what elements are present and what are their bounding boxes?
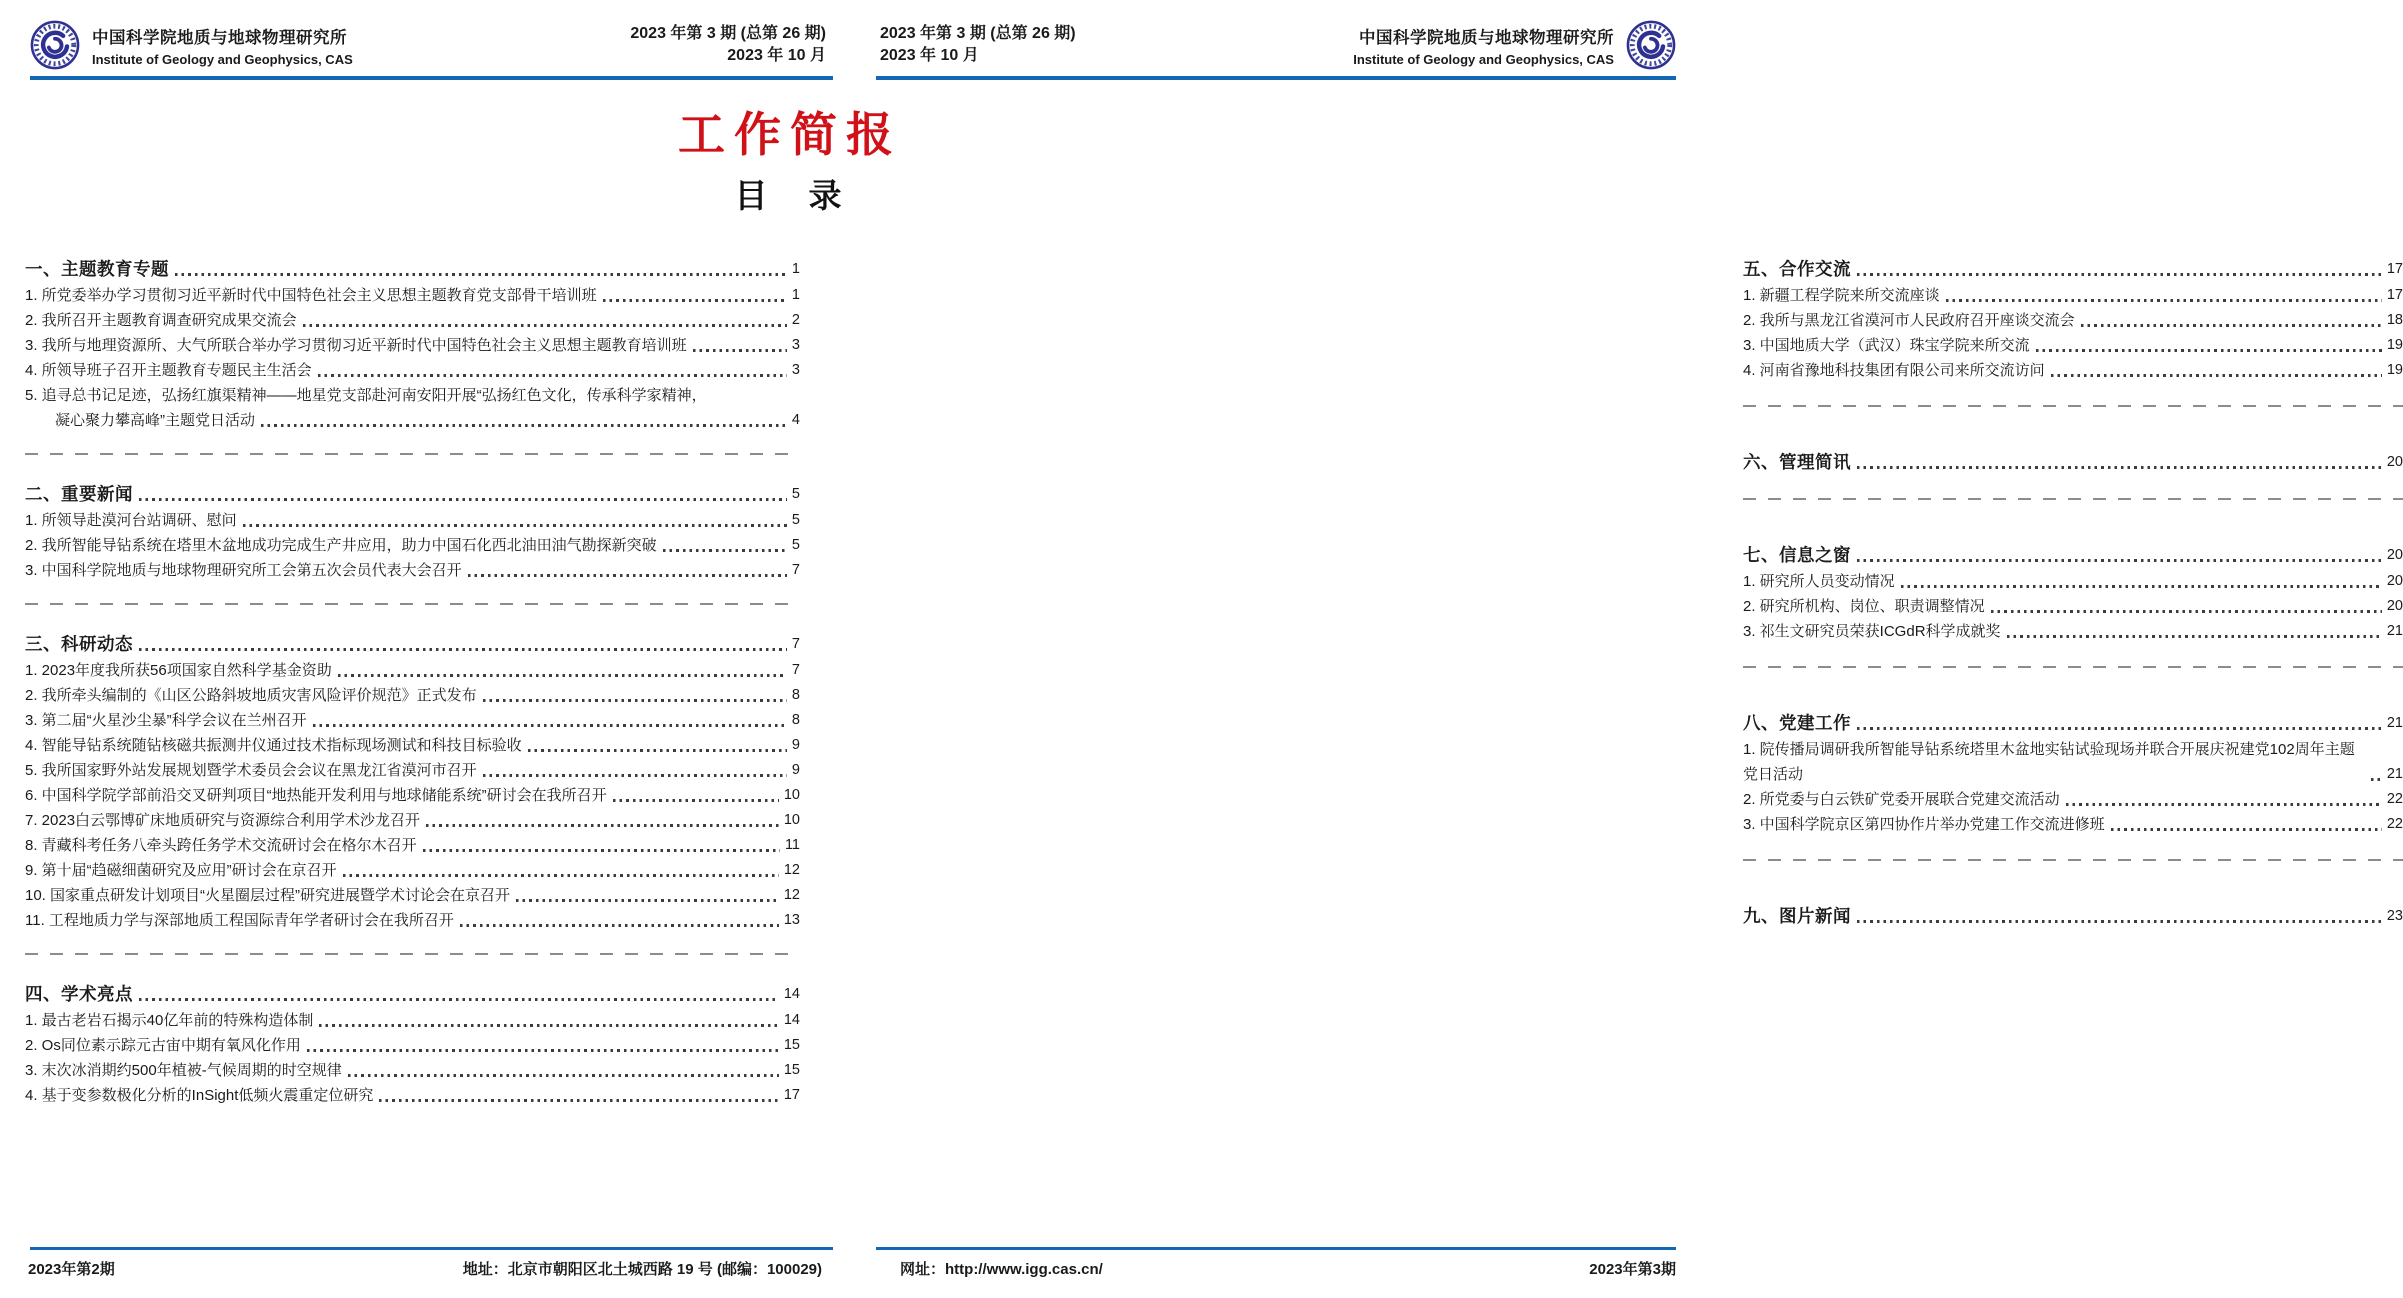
institute-name-en: Institute of Geology and Geophysics, CAS: [1353, 51, 1614, 67]
toc-page-number: 8: [791, 712, 800, 728]
toc-page-number: 9: [791, 762, 800, 778]
toc-page-number: 13: [783, 912, 800, 928]
toc-page-number: 7: [791, 636, 800, 652]
toc-section-heading-label: 七、信息之窗: [1743, 545, 1851, 565]
toc-page-number: 5: [791, 486, 800, 502]
dot-leader: [516, 899, 779, 902]
toc-item: [1743, 283, 2403, 308]
dot-leader: [307, 1049, 779, 1052]
toc-item: [25, 908, 800, 933]
toc-item: [1743, 358, 2403, 383]
toc-page-number: 17: [2386, 261, 2403, 277]
toc-item-label: 10. 国家重点研发计划项目“火星圈层过程”研究进展暨学术讨论会在京召开: [25, 887, 511, 904]
dot-leader: [318, 374, 787, 377]
dot-leader: [423, 849, 780, 852]
footer-address: 地址：北京市朝阳区北土城西路 19 号 (邮编：100029): [462, 1261, 822, 1278]
toc-section-heading-label: 二、重要新闻: [25, 484, 133, 504]
right-page-header: [880, 14, 1676, 76]
section-separator: [1743, 405, 2403, 407]
left-page-footer: [28, 1258, 822, 1279]
cas-igg-logo-icon: [30, 20, 80, 70]
dot-leader: [483, 699, 787, 702]
toc-section-heading: [25, 256, 800, 283]
toc-item-label: 3. 中国地质大学（武汉）珠宝学院来所交流: [1743, 337, 2030, 354]
toc-page-number: 3: [791, 337, 800, 353]
header-rule: [876, 76, 1676, 80]
toc-item-label: 凝心聚力攀高峰”主题党日活动: [55, 412, 255, 429]
issue-month: 2023 年 10 月: [727, 47, 826, 64]
toc-page-number: 7: [791, 662, 800, 678]
dot-leader: [483, 774, 787, 777]
footer-issue-label: 2023年第3期: [1589, 1261, 1676, 1278]
toc-item-label: 2. Os同位素示踪元古宙中期有氧风化作用: [25, 1037, 301, 1054]
toc-page-number: 23: [2386, 908, 2403, 924]
toc-item-label: 3. 中国科学院京区第四协作片举办党建工作交流进修班: [1743, 816, 2105, 833]
toc-item: [1743, 812, 2403, 837]
toc-item-label: 8. 青藏科考任务八牵头跨任务学术交流研讨会在格尔木召开: [25, 837, 417, 854]
toc-item-label: 3. 我所与地理资源所、大气所联合举办学习贯彻习近平新时代中国特色社会主义思想主题教育培训班: [25, 337, 687, 354]
institute-name-cn: 中国科学院地质与地球物理研究所: [1358, 28, 1614, 47]
toc-item: [25, 883, 800, 908]
toc-item-label: 3. 末次冰消期约500年植被-气候周期的时空规律: [25, 1062, 342, 1079]
toc-page-number: 10: [783, 812, 800, 828]
issue-info: [880, 23, 1076, 67]
toc-section-heading-label: 五、合作交流: [1743, 259, 1851, 279]
toc-item: [1743, 308, 2403, 333]
toc-item-label: 4. 河南省豫地科技集团有限公司来所交流访问: [1743, 362, 2045, 379]
toc-item: [1743, 619, 2403, 644]
dot-leader: [175, 273, 787, 276]
toc-page-number: 10: [783, 787, 800, 803]
toc-section-heading: [1743, 542, 2403, 569]
toc-item: [25, 808, 800, 833]
toc-page-number: 21: [2386, 766, 2403, 782]
toc-page-number: 17: [2386, 287, 2403, 303]
dot-leader: [379, 1099, 778, 1102]
dot-leader: [243, 524, 787, 527]
dot-leader: [468, 574, 787, 577]
dot-leader: [613, 799, 779, 802]
institute-name-cn: 中国科学院地质与地球物理研究所: [92, 28, 347, 47]
toc-section-heading: [1743, 903, 2403, 930]
toc-item-label: 1. 新疆工程学院来所交流座谈: [1743, 287, 1940, 304]
toc-item-label: 2. 我所牵头编制的《山区公路斜坡地质灾害风险评价规范》正式发布: [25, 687, 477, 704]
institute-name: [92, 24, 353, 67]
toc-section-heading: [25, 631, 800, 658]
dot-leader: [1946, 299, 2382, 302]
toc-page-number: 20: [2386, 547, 2403, 563]
dot-leader: [1991, 610, 2382, 613]
toc-section-heading-label: 六、管理简讯: [1743, 452, 1851, 472]
dot-leader: [2036, 349, 2382, 352]
institute-name: [1353, 24, 1614, 67]
dot-leader: [319, 1024, 778, 1027]
dot-leader: [663, 549, 787, 552]
toc-item: [25, 833, 800, 858]
toc-item-label: 1. 2023年度我所获56项国家自然科学基金资助: [25, 662, 332, 679]
toc-item-label: 1. 院传播局调研我所智能导钻系统塔里木盆地实钻试验现场并联合开展庆祝建党102周年主题党日活动: [1743, 741, 2355, 783]
toc-item: [1743, 787, 2403, 812]
toc-item-label: 1. 所党委举办学习贯彻习近平新时代中国特色社会主义思想主题教育党支部骨干培训班: [25, 287, 597, 304]
toc-page-number: 2: [791, 312, 800, 328]
toc-item-label: 2. 所党委与白云铁矿党委开展联合党建交流活动: [1743, 791, 2060, 808]
toc-page-number: 22: [2386, 791, 2403, 807]
toc-title: 目 录: [734, 177, 846, 214]
toc-item: [25, 308, 800, 333]
toc-page-number: 5: [791, 537, 800, 553]
toc-page-number: 9: [791, 737, 800, 753]
dot-leader: [1857, 920, 2382, 923]
toc-page-number: 14: [783, 1012, 800, 1028]
dot-leader: [603, 299, 787, 302]
dot-leader: [1901, 585, 2382, 588]
toc-item-label: 1. 研究所人员变动情况: [1743, 573, 1895, 590]
toc-item-label: 4. 所领导班子召开主题教育专题民主生活会: [25, 362, 312, 379]
dot-leader: [426, 824, 779, 827]
toc-item: [25, 408, 800, 433]
issue-number: 2023 年第 3 期 (总第 26 期): [630, 25, 826, 42]
footer-website[interactable]: 网址：http://www.igg.cas.cn/: [900, 1261, 1103, 1278]
toc-page-number: 20: [2386, 598, 2403, 614]
toc-page-number: 20: [2386, 573, 2403, 589]
toc-page-number: 1: [791, 261, 800, 277]
toc-page-number: 4: [791, 412, 800, 428]
toc-item-label: 3. 祁生文研究员荣获ICGdR科学成就奖: [1743, 623, 2001, 640]
toc-item-label: 5. 我所国家野外站发展规划暨学术委员会会议在黑龙江省漠河市召开: [25, 762, 477, 779]
toc-section-heading: [1743, 710, 2403, 737]
toc-section-heading-label: 一、主题教育专题: [25, 259, 169, 279]
dot-leader: [261, 424, 787, 427]
toc-item: [25, 558, 800, 583]
toc-page-number: 7: [791, 562, 800, 578]
toc-item: [25, 858, 800, 883]
dot-leader: [313, 724, 787, 727]
toc-page-number: 19: [2386, 362, 2403, 378]
toc-page-number: 20: [2386, 454, 2403, 470]
toc-item: [25, 1058, 800, 1083]
toc-item: [25, 658, 800, 683]
dot-leader: [303, 324, 787, 327]
footer-issue-label: 2023年第2期: [28, 1261, 115, 1278]
toc-item-label: 4. 智能导钻系统随钻核磁共振测井仪通过技术指标现场测试和科技目标验收: [25, 737, 522, 754]
dot-leader: [343, 874, 779, 877]
toc-column-left: [25, 256, 800, 1108]
toc-page-number: 15: [783, 1062, 800, 1078]
toc-page-number: 21: [2386, 623, 2403, 639]
toc-item: [1743, 333, 2403, 358]
dot-leader: [2111, 828, 2382, 831]
footer-rule: [30, 1247, 833, 1250]
toc-item-label: 3. 中国科学院地质与地球物理研究所工会第五次会员代表大会召开: [25, 562, 462, 579]
toc-item: [25, 358, 800, 383]
toc-item: [25, 508, 800, 533]
toc-item-label: 2. 我所召开主题教育调查研究成果交流会: [25, 312, 297, 329]
toc-section-heading-label: 九、图片新闻: [1743, 906, 1851, 926]
right-page-footer: [900, 1258, 1676, 1279]
section-separator: [1743, 859, 2403, 861]
dot-leader: [139, 498, 787, 501]
toc-section-heading: [1743, 256, 2403, 283]
toc-section-heading-label: 四、学术亮点: [25, 984, 133, 1004]
issue-info: [630, 23, 826, 67]
left-page-header: [30, 14, 826, 76]
dot-leader: [1857, 727, 2382, 730]
toc-section-heading: [25, 481, 800, 508]
toc-item-label: 4. 基于变参数极化分析的InSight低频火震重定位研究: [25, 1087, 374, 1104]
dot-leader: [2081, 324, 2382, 327]
dot-leader: [460, 924, 779, 927]
toc-item: [25, 1033, 800, 1058]
toc-item: [25, 683, 800, 708]
toc-section-heading-label: 八、党建工作: [1743, 713, 1851, 733]
toc-item-label: 1. 最古老岩石揭示40亿年前的特殊构造体制: [25, 1012, 314, 1029]
toc-page-number: 21: [2386, 715, 2403, 731]
dot-leader: [1857, 273, 2382, 276]
toc-item: [25, 783, 800, 808]
toc-item-label: 1. 所领导赴漠河台站调研、慰问: [25, 512, 237, 529]
toc-item: [25, 733, 800, 758]
toc-column-right: [1743, 256, 2403, 930]
toc-page-number: 22: [2386, 816, 2403, 832]
section-separator: [1743, 666, 2403, 668]
toc-page-number: 12: [783, 862, 800, 878]
toc-item-label: 3. 第二届“火星沙尘暴”科学会议在兰州召开: [25, 712, 307, 729]
dot-leader: [1857, 559, 2382, 562]
document-title: 工作简报: [678, 110, 902, 162]
toc-item: [1743, 737, 2403, 787]
dot-leader: [2007, 635, 2382, 638]
toc-item-label: 2. 我所智能导钻系统在塔里木盆地成功完成生产井应用，助力中国石化西北油田油气勘探新突破: [25, 537, 657, 554]
toc-item: [25, 333, 800, 358]
toc-item-label: 11. 工程地质力学与深部地质工程国际青年学者研讨会在我所召开: [25, 912, 454, 929]
toc-item-label: 2. 我所与黑龙江省漠河市人民政府召开座谈交流会: [1743, 312, 2075, 329]
toc-item: [25, 1083, 800, 1108]
toc-item: [25, 1008, 800, 1033]
dot-leader: [1857, 466, 2382, 469]
dot-leader: [139, 998, 779, 1001]
toc-page-number: 1: [791, 287, 800, 303]
toc-page-number: 11: [784, 837, 800, 853]
section-separator: [25, 603, 800, 605]
toc-item-label: 9. 第十届“趋磁细菌研究及应用”研讨会在京召开: [25, 862, 337, 879]
toc-item: [25, 283, 800, 308]
dot-leader: [2371, 778, 2382, 781]
institute-identity: [30, 20, 353, 70]
toc-page-number: 17: [783, 1087, 800, 1103]
toc-item: [25, 708, 800, 733]
section-separator: [1743, 498, 2403, 500]
toc-page-number: 19: [2386, 337, 2403, 353]
issue-month: 2023 年 10 月: [880, 47, 979, 64]
toc-item-label: 6. 中国科学院学部前沿交叉研判项目“地热能开发利用与地球储能系统”研讨会在我所召开: [25, 787, 607, 804]
toc-page-number: 5: [791, 512, 800, 528]
toc-item: [25, 533, 800, 558]
toc-page-number: 3: [791, 362, 800, 378]
dot-leader: [693, 349, 787, 352]
header-rule: [30, 76, 833, 80]
dot-leader: [528, 749, 787, 752]
toc-page-number: 8: [791, 687, 800, 703]
dot-leader: [338, 674, 787, 677]
issue-number: 2023 年第 3 期 (总第 26 期): [880, 25, 1076, 42]
section-separator: [25, 453, 800, 455]
dot-leader: [348, 1074, 779, 1077]
toc-section-heading: [25, 981, 800, 1008]
toc-item-label: 7. 2023白云鄂博矿床地质研究与资源综合利用学术沙龙召开: [25, 812, 421, 829]
institute-name-en: Institute of Geology and Geophysics, CAS: [92, 51, 353, 67]
dot-leader: [2066, 803, 2382, 806]
toc-item: [1743, 569, 2403, 594]
toc-page-number: 14: [783, 986, 800, 1002]
institute-identity: [1353, 20, 1676, 70]
footer-rule: [876, 1247, 1676, 1250]
toc-page-number: 18: [2386, 312, 2403, 328]
toc-page-number: 12: [783, 887, 800, 903]
cas-igg-logo-icon: [1626, 20, 1676, 70]
toc-item: [1743, 594, 2403, 619]
toc-item: [25, 758, 800, 783]
dot-leader: [139, 648, 787, 651]
toc-section-heading: [1743, 449, 2403, 476]
section-separator: [25, 953, 800, 955]
dot-leader: [2051, 374, 2382, 377]
toc-page-number: 15: [783, 1037, 800, 1053]
toc-item-line1: 5. 追寻总书记足迹，弘扬红旗渠精神——地星党支部赴河南安阳开展“弘扬红色文化，传承科学家精神，: [25, 387, 707, 404]
toc-item-label: 2. 研究所机构、岗位、职责调整情况: [1743, 598, 1985, 615]
toc-section-heading-label: 三、科研动态: [25, 634, 133, 654]
